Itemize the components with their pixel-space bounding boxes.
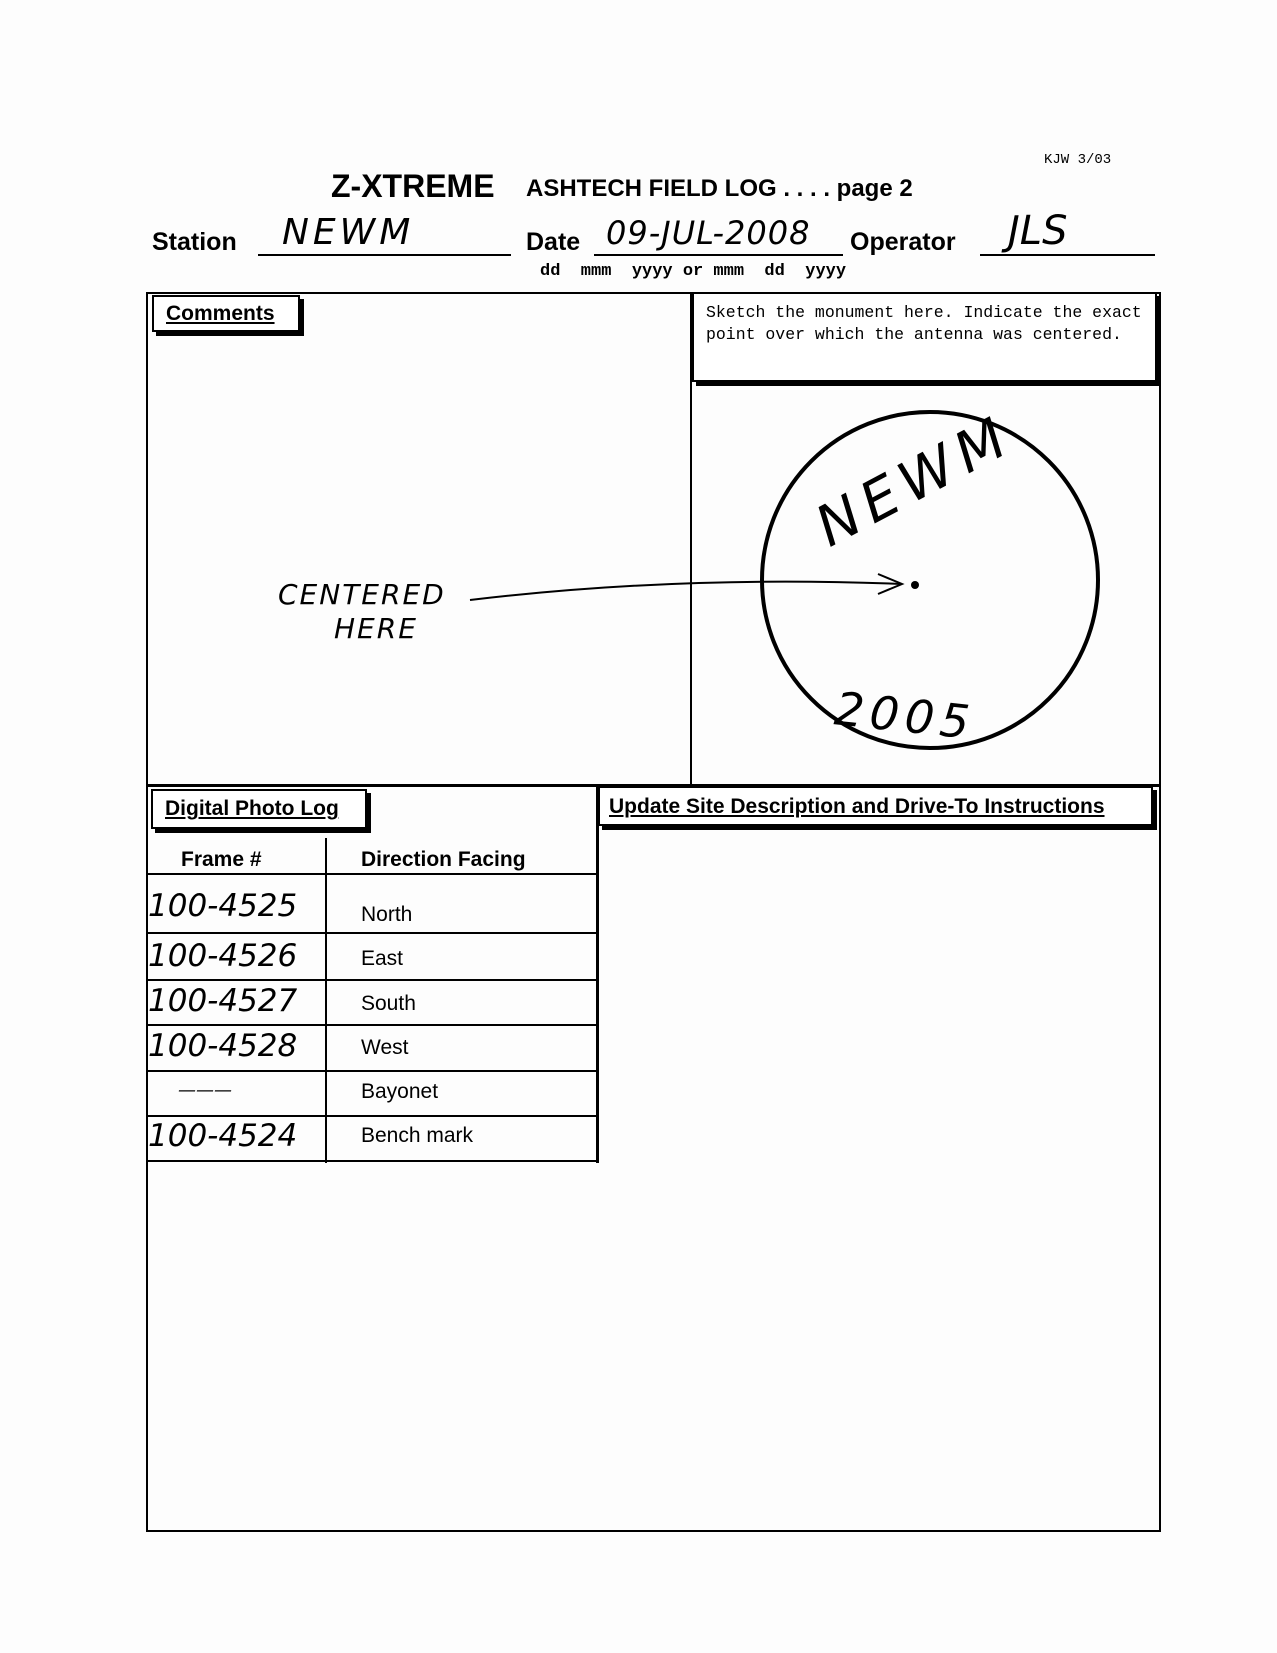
photo-table-hline <box>147 1024 597 1026</box>
photo-log-label: Digital Photo Log <box>151 789 367 829</box>
monument-top-text: NEWM <box>805 402 1024 560</box>
direction-facing: West <box>361 1036 409 1059</box>
station-value: NEWM <box>282 212 415 253</box>
photo-table-hline <box>147 873 597 875</box>
date-label: Date <box>526 228 581 256</box>
frame-number: 100-4528 <box>148 1028 298 1064</box>
form-code: KJW 3/03 <box>1044 152 1112 168</box>
site-description-label: Update Site Description and Drive-To Instructions <box>598 786 1153 826</box>
date-value: 09-JUL-2008 <box>606 214 811 252</box>
direction-facing: Bayonet <box>361 1080 439 1103</box>
site-description-area[interactable] <box>602 832 1157 1162</box>
arrow-line <box>470 582 902 600</box>
frame-number: 100-4525 <box>148 888 298 924</box>
product-name: Z-XTREME <box>331 168 495 204</box>
photo-table-vline-right <box>596 787 599 1163</box>
date-format-hint: dd mmm yyyy or mmm dd yyyy <box>540 262 847 281</box>
direction-facing: South <box>361 992 416 1015</box>
direction-facing: North <box>361 903 413 926</box>
col-direction-header: Direction Facing <box>361 848 526 871</box>
frame-number: 100-4526 <box>148 938 298 974</box>
form-title: ASHTECH FIELD LOG . . . . page 2 <box>526 175 913 202</box>
col-frame-header: Frame # <box>181 848 262 871</box>
photo-table-hline <box>147 1160 597 1162</box>
direction-facing: East <box>361 947 404 970</box>
antenna-center-point <box>911 581 919 589</box>
lower-notes-area[interactable] <box>150 1165 1157 1528</box>
centered-note-line2: HERE <box>334 612 418 645</box>
photo-table-hline <box>147 932 597 934</box>
operator-label: Operator <box>850 228 956 256</box>
frame-number: 100-4524 <box>148 1118 298 1154</box>
monument-bottom-text: 2005 <box>832 681 979 750</box>
photo-table-hline <box>147 1070 597 1072</box>
centered-note-line1: CENTERED <box>278 578 446 611</box>
photo-table-hline <box>147 1115 597 1117</box>
frame-number: 100-4527 <box>148 983 298 1019</box>
comments-label: Comments <box>152 295 300 332</box>
photo-table-hline <box>147 979 597 981</box>
frame-number: ——— <box>178 1080 232 1101</box>
sketch-instructions-text: Sketch the monument here. Indicate the exact point over which the antenna was centered. <box>706 303 1142 344</box>
station-label: Station <box>152 228 237 256</box>
operator-value: JLS <box>1008 208 1068 254</box>
direction-facing: Bench mark <box>361 1124 474 1147</box>
